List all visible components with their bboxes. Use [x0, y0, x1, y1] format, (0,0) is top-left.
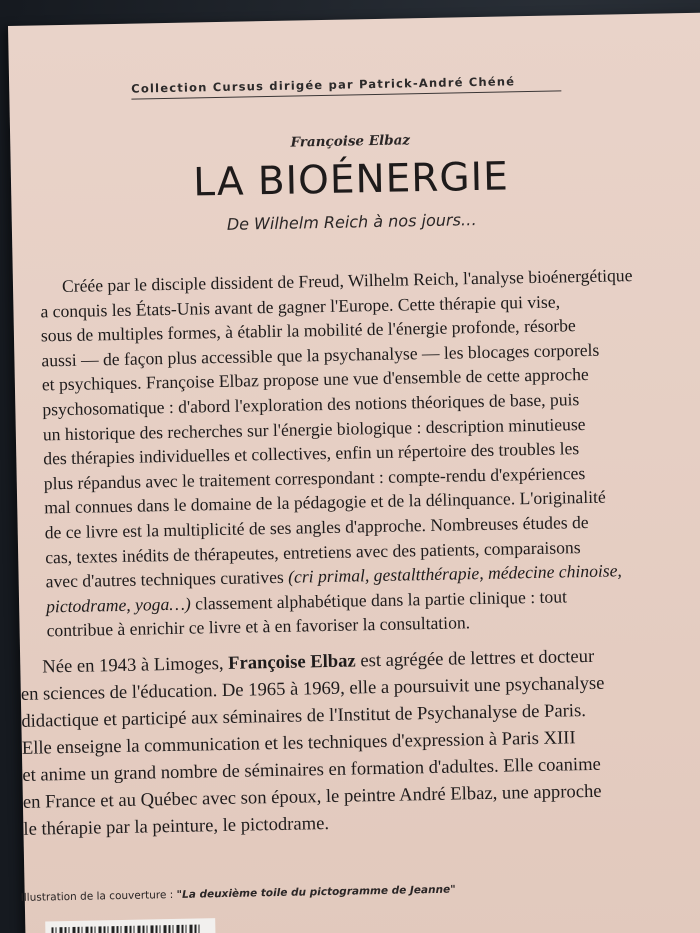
bio-line: en sciences de l'éducation. De 1965 à 1969, elle a poursuivit une psychanalyse — [20, 672, 605, 705]
author-name: Françoise Elbaz — [290, 132, 411, 151]
illustration-credit — [21, 884, 456, 904]
collection-line: Collection Cursus dirigée par Patrick-André Chéné — [131, 73, 561, 99]
description-line: a conquis les États-Unis avant de gagner l'Europe. Cette thérapie qui vise, — [40, 291, 561, 322]
description-line: et psychiques. Françoise Elbaz propose une vue d'ensemble de cette approche — [41, 364, 589, 395]
barcode-sticker — [45, 918, 216, 933]
description-line: de ce livre est la multiplicité de ses angles d'approche. Nombreuses études de — [44, 511, 589, 543]
description-line: plus répandus avec le traitement correspondant : compte-rendu d'expériences — [43, 462, 586, 494]
bio-text: est agrégée de lettres et docteur — [355, 645, 595, 672]
bio-line: et anime un grand nombre de séminaires en formation d'adultes. Elle coanime — [22, 753, 602, 786]
bio-text: Née en 1943 à Limoges, — [42, 652, 229, 678]
description-line: un historique des recherches sur l'énergie biologique : description minutieuse — [42, 413, 586, 444]
description-line: sous de multiples formes, à établir la mobilité de l'énergie profonde, résorbe — [40, 315, 576, 346]
bio-line: didactique et participé aux séminaires de l'Institut de Psychanalyse de Paris. — [21, 700, 587, 732]
description-italic: pictodrame, yoga…) — [45, 593, 191, 617]
barcode-bars — [51, 924, 202, 933]
description-line: aussi — de façon plus accessible que la psychanalyse — les blocages corporels — [41, 339, 600, 371]
illustration-label: Illustration de la couverture : — [20, 888, 177, 904]
bio-line: en France et au Québec avec son époux, le peintre André Elbaz, une approche — [22, 780, 602, 813]
bio-line: le thérapie par la peinture, le pictodrame. — [23, 812, 330, 840]
description-line: cas, textes inédits de thérapeutes, entretiens avec des patients, comparaisons — [45, 536, 581, 567]
book-subtitle: De Wilhelm Reich à nos jours… — [226, 210, 477, 234]
book-title: LA BIOÉNERGIE — [192, 154, 510, 206]
description-line: mal connues dans le domaine de la pédagogie et de la délinquance. L'originalité — [44, 486, 606, 518]
description-text: avec d'autres techniques curatives — [45, 566, 289, 592]
bio-author-name: Françoise Elbaz — [227, 650, 356, 674]
description-line: contribue à enrichir ce livre et à en favoriser la consultation. — [46, 612, 471, 641]
description-line: psychosomatique : d'abord l'exploration des notions théoriques de base, puis — [42, 389, 580, 420]
description-line: Créée par le disciple dissident de Freud, Wilhelm Reich, l'analyse bioénergétique — [61, 265, 633, 297]
book-back-cover — [8, 13, 700, 933]
author-bio — [20, 640, 700, 842]
description-paragraph — [40, 262, 687, 643]
bio-line: Elle enseigne la communication et les techniques d'expression à Paris XIII — [21, 727, 576, 759]
illustration-title: "La deuxième toile du pictogramme de Jeanne" — [176, 883, 456, 901]
description-line: des thérapies individuelles et collectives, enfin un répertoire des troubles les — [43, 438, 580, 469]
description-text: classement alphabétique dans la partie clinique : tout — [194, 586, 568, 614]
description-italic: (cri primal, gestaltthérapie, médecine chinoise, — [287, 560, 623, 587]
